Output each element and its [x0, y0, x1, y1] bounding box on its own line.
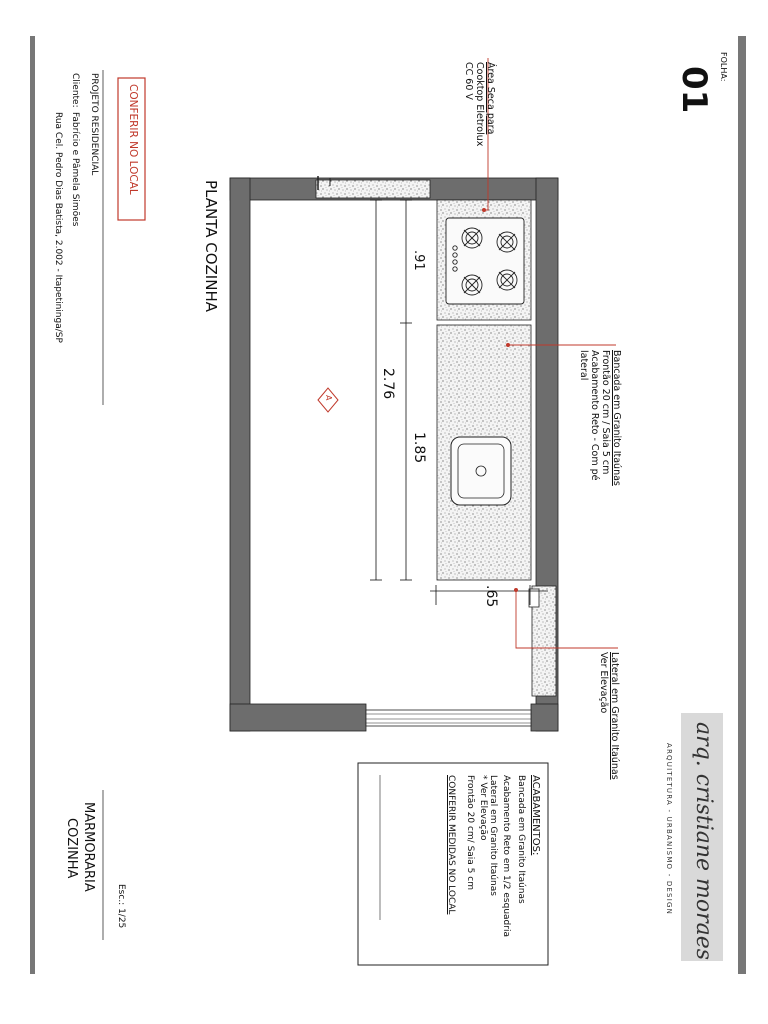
- finishes-line: * Ver Elevação: [478, 775, 488, 841]
- annotation-counter: Bancada em Granito Itaúnas Frontão 20 cm / Saia 5 cm Acabamento Reto - Com pé lateral: [578, 350, 622, 486]
- stamp-text: CONFERIR NO LOCAL: [127, 84, 139, 195]
- section-marker-label: A: [324, 395, 333, 401]
- top-window: [316, 180, 430, 198]
- finishes-line: Acabamento Reto em 1/2 esquadria: [501, 775, 511, 937]
- finishes-title: ACABAMENTOS:: [530, 775, 541, 856]
- sheet-number: 01: [674, 66, 714, 114]
- finishes-line: Frontão 20 cm/ Saia 5 cm: [465, 775, 475, 890]
- company-name: MARMORARIA: [81, 802, 96, 892]
- logo-signature: arq. cristiane moraes: [691, 722, 716, 961]
- project-type: PROJETO RESIDENCIAL: [89, 73, 99, 176]
- client-name: Fabrício e Pâmela Simões: [70, 112, 80, 227]
- plan-title: PLANTA COZINHA: [202, 180, 220, 312]
- dim-total: 2.76: [380, 368, 396, 400]
- annotation-dry-area: Área Seca para Cooktop Eletrolux CC 60 V: [463, 62, 496, 147]
- bottom-door-opening: [366, 710, 531, 726]
- finishes-footer: CONFERIR MEDIDAS NO LOCAL: [446, 775, 456, 915]
- dim-side-panel: .65: [483, 585, 499, 608]
- finishes-line: Bancada em Granito Itaúnas: [516, 775, 526, 904]
- cooktop: [446, 218, 524, 304]
- finishes-line: Lateral em Granito Itaúnas: [488, 775, 498, 896]
- sink: [451, 437, 511, 505]
- finishes-list: [443, 775, 543, 937]
- sheet-border-right: [738, 36, 746, 974]
- client-label: Cliente:: [70, 73, 80, 108]
- logo-subtitle: ARQUITETURA - URBANISMO - DESIGN: [665, 743, 673, 916]
- project-address: Rua Cel. Pedro Dias Batista, 2.002 - Itapetininga/SP: [53, 112, 63, 343]
- dim-cooktop: .91: [411, 250, 426, 271]
- scale-label: Esc.: 1/25: [116, 884, 126, 929]
- sheet-border-left: [30, 36, 35, 974]
- dim-sink: 1.85: [411, 432, 427, 464]
- annotation-side: Lateral em Granito Itaúnas Ver Elevação: [598, 652, 620, 780]
- company-room: COZINHA: [64, 818, 79, 879]
- sheet-label: FOLHA:: [719, 52, 728, 82]
